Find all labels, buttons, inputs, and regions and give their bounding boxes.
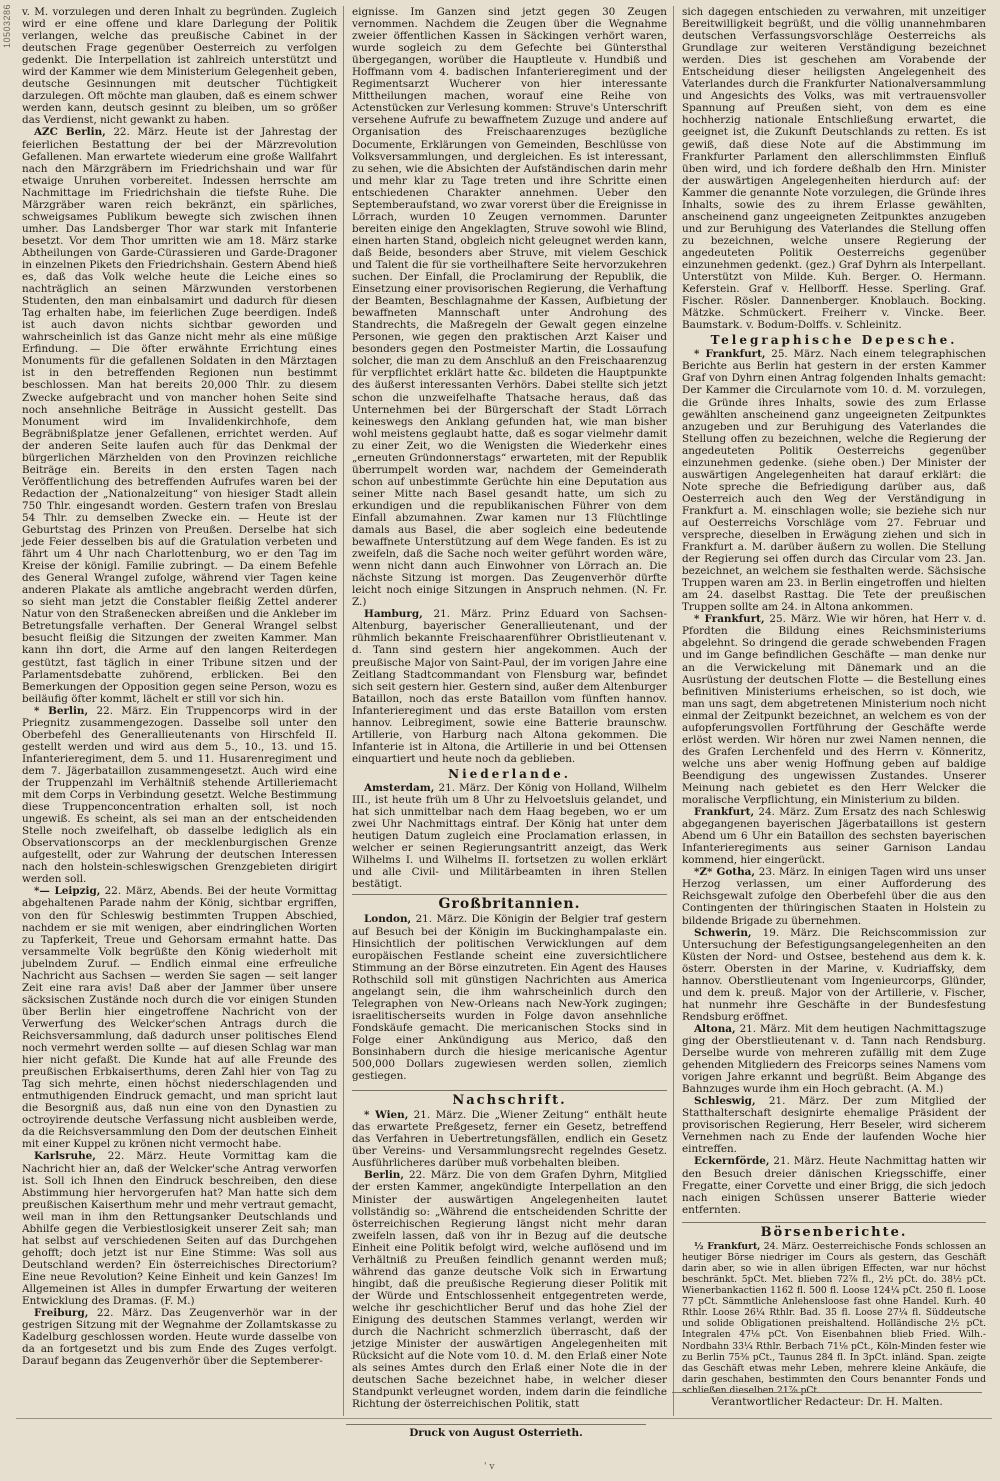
section-heading: Telegraphische Depesche.: [710, 333, 958, 348]
column-3: [676, 6, 992, 1416]
article-text: 21. März. Mit dem heutigen Nachmittagszuge ging der Oberstlieutenant v. d. Tann nach Rendsburg. Derselbe wurde von mehreren zufällig mit dem Zuge gehenden Mitgliedern des Freicorps seines Namens vom vorigen Jahre erkannt und begrüßt. Beim Abgange des Bahnzuges wurde ihm ein Hoch gebracht. (A. M.): [682, 1022, 986, 1096]
article-text: 21. März. Die Königin der Belgier traf gestern auf Besuch bei der Königin im Buckinghampalaste ein. Hinsichtlich der politischen Verwicklungen auf dem europäischen Festlande scheint eine zuversichtlichere Stimmung an der Börse einzutreten. Ein Agent des Hauses Rothschild soll mit günstigen Nachrichten aus America angelangt sein, die ihm wahrscheinlich durch den Telegraphen von New-Orleans nach New-York zugingen; israelitischerseits wurden in Folge davon ansehnliche Fondskäufe gemacht. Die mericanischen Stocks sind in Folge einer Ankündigung aus Merico, daß den Bonsinhabern durch die hiesige mericanische Agentur 500,000 Dollars zugewiesen werden sollen, ziemlich gestiegen.: [352, 913, 667, 1083]
dateline: Karlsruhe,: [34, 1150, 96, 1163]
text-columns: [16, 6, 992, 1416]
dateline: ½ Frankfurt,: [694, 1240, 761, 1252]
article-text: 24. März. Oesterreichische Fonds schlossen an heutiger Börse niedriger im Cours als gestern, das Geschäft darin aber, so wie in allen übrigen Effecten, war nur höchst beschränkt. 5pCt. Met. blieben 72⅞ fl., 2½ pCt. do. 38½ pCt. Wienerbankactien 1162 fl. 500 fl. Loose 124¼ pCt. 250 fl. Loose 77 pCt. Sämmtliche Anlehensloose fast ohne Handel. Kurh. 40 Rthlr. Loose 26¼ Rthlr. Bad. 35 fl. Loose 27¼ fl. Süddeutsche und solide Obligationen preishaltend. Holländische 2½ pCt. Integralen 47⅛ pCt. Von Eisenbahnen blieb Fried. Wilh.-Nordbahn 33¼ Rthlr. Berbach 71⅛ pCt., Köln-Minden fester wie zu Berlin 75⅜ pCt., Taunus 284 fl. In 3pCt. inländ. Span. zeigte das Geschäft etwas mehr Leben, mehrere kleine Ankäufe, die darin geschahen, bestimmten den Cours benannter Fonds und schließen dieselben 21⅞ pCt.: [682, 1240, 986, 1396]
article-text: v. M. vorzulegen und deren Inhalt zu begründen. Zugleich wird er eine offene und klare Darlegung der Politik verlangen, welche das preußische Cabinet in der deutschen Frage gegenüber Oesterreich zu verfolgen gedenkt. Die Interpellation ist zahlreich unterstützt und wird der Kammer wie dem Ministerium Gelegenheit geben, deutsche Gesinnungen mit deutscher Tüchtigkeit darzulegen. Oft möchte man glauben, daß es einem schwer werden kann, deutsch gesinnt zu bleiben, um so größer das Verdienst, nicht gewankt zu haben.: [22, 6, 337, 127]
dateline: Freiburg,: [34, 1307, 89, 1320]
dateline: *— Leipzig,: [34, 885, 101, 898]
article-paragraph: [682, 348, 986, 613]
dateline: *Z* Gotha,: [694, 866, 756, 879]
article-text: 21. März. Heute Nachmittag hatten wir den Besuch dreier dänischen Kriegsschiffe, einer Fregatte, einer Corvette und einer Brigg, die sich jedoch nach einigen Schüssen unserer Batterie wieder entfernten.: [682, 1155, 986, 1216]
folio-mark: ' v: [484, 1462, 495, 1472]
dateline: Altona,: [694, 1022, 736, 1035]
article-text: 21. März. Der zum Mitglied der Statthalterschaft designirte ehemalige Präsident der provisorischen Regierung, Herr Beseler, wird sicherem Vernehmen nach zu Ende der laufenden Woche hier eintreffen.: [682, 1095, 986, 1156]
article-paragraph: [682, 806, 986, 866]
responsible-editor: Verantwortlicher Redacteur: Dr. H. Malten.: [672, 1392, 982, 1408]
article-text: eignisse. Im Ganzen sind jetzt gegen 30 Zeugen vernommen. Nachdem die Zeugen über die Wegnahme zweier öffentlichen Kassen in Säckingen verhört waren, wurde sogleich zu dem Gefechte bei Güntersthal übergegangen, worüber die Hauptleute v. Hundbiß und Hoffmann vom 4. badischen Infanterieregiment und der Regimentsarzt Wucherer von hier interessante Mittheilungen machen, worauf eine Reihe von Actenstücken zur Verlesung kommen: Struve's Unterschrift versehene Aufrufe zu bewaffnetem Zuzuge und andere auf Organisation des Freischaarenzuges bezügliche Documente, Erklärungen von Gemeinden, Beschlüsse von Volksversammlungen, und dergleichen. Es ist interessant, zu sehen, wie die Absichten der Aufständischen darin mehr und mehr klar zu Tage treten und ihre Schritte einen entschiedenen Charakter annehmen. Ueber den Septemberaufstand, wo zwar vorerst über die Ereignisse in Lörrach, wurden 10 Zeugen vernommen. Darunter bereiten einige den Angeklagten, Struve sowohl wie Blind, einen harten Stand, obgleich nicht geleugnet werden kann, daß Beide, besonders aber Struve, mit vielem Geschick und Talent die für sie vortheilhaftere Seite hervorzukehren suchen. Der Einfall, die Proclamirung der Republik, die Einsetzung einer provisorischen Regierung, die Verhaftung der Beamten, Beschlagnahme der Kassen, Aufbietung der bewaffneten Mannschaft unter Androhung des Standrechts, die Maßregeln der Gewalt gegen einzelne Personen, wie gegen den praktischen Arzt Kaiser und besonders gegen den Postmeister Martin, die Lossaufung solcher, die man zu dem Anschluß an den Freischaarenzug für verpflichtet erklärt hatte &c. bildeten die Hauptpunkte des äußerst interessanten Verhörs. Dabei stellte sich jetzt schon die unzweifelhafte Thatsache heraus, daß das Unternehmen bei der Bürgerschaft der Stadt Lörrach keineswegs den Anklang gefunden hat, wie man bisher wohl meistens geglaubt hatte, daß es sogar vielmehr damit zu einer Zeit, wo die Wenigsten die Wiederkehr eines „erneuten Gründonnerstags“ erwarteten, mit der Republik überrumpelt worden war, nachdem der Gemeinderath schon auf unbestimmte Gerüchte hin eine Deputation aus seiner Mitte nach Basel gesandt hatte, um sich zu erkundigen und die republikanischen Führer von dem Einfall abzumahnen. Zwar kamen nur 13 Flüchtlinge damals aus Basel, die aber sogleich eine bedeutende bewaffnete Unterstützung auf dem Wege fanden. Es ist zu zweifeln, daß die Sache noch weiter geführt worden wäre, wenn nicht dann auch Einwohner von Lörrach an. Die nächste Sitzung ist morgen. Das Zeugenverhör dürfte leicht noch einige Sitzungen in Anspruch nehmen. (N. Fr. Z.): [352, 6, 667, 609]
scan-id: 10503286: [2, 4, 12, 49]
article-paragraph: [682, 1155, 986, 1215]
article-paragraph: [352, 6, 667, 608]
article-text: 22. März. Die von dem Grafen Dyhrn, Mitglied der ersten Kammer, angekündigte Interpellation an den Minister der auswärtigen Angelegenheiten lautet vollständig so: „Während die entscheidenden Schritte der österreichischen Regierung längst nicht mehr daran zweifeln lassen, daß von ihr in Bezug auf die deutsche Einheit eine Politik befolgt wird, welche auflösend und im Verhältniß zu Preußen feindlich genannt werden muß; während das ganze deutsche Volk sich in Erwartung hingibt, daß die preußische Regierung dieser Politik mit der Würde und Entschlossenheit entgegentreten werde, welche ihr geschichtlicher Beruf und das hohe Ziel der Einigung des deutschen Stammes verlangt, werden wir durch die Nachricht schmerzlich überrascht, daß der jetzige Minister der auswärtigen Angelegenheiten mit Rücksicht auf die Note vom 10. d. M. den Erlaß einer Note als seines Amtes durch den Erlaß einer Note die in der deutschen Sache bezeichnet habe, in welcher dieser Standpunkt verleugnet worden, indem darin die feindliche Richtung der österreichischen Politik, statt: [352, 1169, 667, 1411]
article-text: 19. März. Die Reichscommission zur Untersuchung der Befestigungsangelegenheiten an den Küsten der Nord- und Ostsee, bestehend aus dem k. k. österr. Obersten in der Marine, v. Kudriaffsky, dem hannov. Oberstlieutenant vom Ingenieurcorps, Glünder, und dem k. preuß. Major von der Artillerie, v. Fischer, hat nunmehr ihre Geschäfte in der Bundesfestung Rendsburg eröffnet.: [682, 926, 986, 1023]
dateline: * Frankfurt,: [694, 613, 765, 626]
market-heading: Börsenberichte.: [682, 1222, 986, 1239]
dateline: Schwerin,: [694, 926, 752, 939]
article-paragraph: [682, 613, 986, 806]
article-text: sich dagegen entschieden zu verwahren, mit unzeitiger Bereitwilligkeit begrüßt, und die völlig unannehmbaren deutschen Verfassungsvorschläge Oesterreichs als Grundlage zur weiteren Verständigung bezeichnet werden. Dies ist geschehen am Vorabende der Entscheidung dieser heiligsten Angelegenheit des Vaterlandes durch die Frankfurter Nationalversammlung und Angesichts des Volks, was mit vertrauensvoller Spannung auf Preußen sieht, von dem es eine hochherzig nationale Entschließung erwartet, die geeignet ist, die Zukunft Deutschlands zu retten. Es ist gewiß, daß diese Note auf die Abstimmung im Frankfurter Parlament den allerschlimmsten Einfluß üben wird, und ich fordere deßhalb den Hrn. Minister der auswärtigen Angelegenheiten hierdurch auf: der Kammer die genannte Note vorzulegen, die Gründe ihres Inhalts, sowie des zu ihrem Erlasse gewählten, anscheinend ganz ungeeigneten Zeitpunktes anzugeben und zur Beruhigung des Vaterlandes die Stellung offen zu bezeichnen, welche unsere Regierung der angedeuteten Politik Oesterreichs gegenüber einzunehmen gedenkt. (gez.) Graf Dyhrn als Interpellant. Unterstützt von Milde. Kuh. Berger. O. Hermann. Keferstein. Graf v. Hellborff. Hesse. Sperling. Graf. Fischer. Rösler. Dannenberger. Knoblauch. Bocking. Mätzke. Schmückert. Freiherr v. Vincke. Beer. Baumstark. v. Bodum-Dolffs. v. Schleinitz.: [682, 6, 986, 332]
article-text: 22. März. Heute Vormittag kam die Nachricht hier an, daß der Welcker'sche Antrag verworfen ist. Soll ich Ihnen den Eindruck beschreiben, den diese Abstimmung hier hervorgerufen hat? Man hatte sich dem preußischen Kaiserthum mehr und mehr vertraut gemacht, weil man in ihm den Rettungsanker Deutschlands und Abhilfe gegen die Verbiestlosigkeit unserer Zeit sah; man hat selbst auf verschiedenen Seiten auf das Durchgehen gehofft; doch jetzt ist nur Eine Stimme: Was soll aus Deutschland werden? Ein österreichisches Directorium? Eine neue Revolution? Keine Einheit und kein Ganzes! Im Allgemeinen ist Alles in dumpfer Erwartung der weiteren Entwicklung des Dramas. (F. M.): [22, 1150, 337, 1308]
dateline: Amsterdam,: [364, 782, 435, 794]
dateline: Berlin,: [364, 1169, 404, 1182]
article-paragraph: [352, 1109, 667, 1169]
article-text: 21. März. Der König von Holland, Wilhelm III., ist heute früh um 8 Uhr zu Helvoetsluis gelandet, und hat sich unmittelbar nach dem Haag begeben, wo er um zwei Uhr Nachmittags eintraf. Der König hat unter dem heutigen Datum zugleich eine Proclamation erlassen, in welcher er seinen Regierungsantritt anzeigt, das Werk Wilhelms I. und Wilhelms II. fortsetzen zu wollen erklärt und alle Civil- und Militärbeamten in ihren Stellen bestätigt.: [352, 782, 667, 891]
dateline: Hamburg,: [364, 608, 423, 621]
section-heading: Niederlande.: [448, 766, 571, 781]
article-text: 25. März. Wie wir hören, hat Herr v. d. Pfordten die Bildung eines Reichsministeriums abgelehnt. So dringend die gerade schwebenden Fragen und im Gange befindlichen Geschäfte — man denke nur an die Verwickelung mit Dänemark und an die Ausrüstung der deutschen Flotte — die Bestellung eines befinitiven Ministeriums erheischen, so ist doch, wie man uns sagt, dem abgetretenen Ministerium noch nicht einmal der Zeitpunkt bezeichnet, an welchem es von der aufopferungsvollen Fortführung der Geschäfte werde erlöst werden. Wir hören nur zwei Namen nennen, die des Grafen Lerchenfeld und des Herrn v. Könneritz, welche uns aber wenig Hoffnung geben auf baldige Beendigung des ungewissen Zustandes. Unserer Meinung nach gebietet es den Herr Welcker die moralische Verpflichtung, ein Ministerium zu bilden.: [682, 613, 986, 807]
bottom-rule: [16, 1418, 992, 1419]
dateline: AZC Berlin,: [34, 126, 106, 139]
dateline: Schleswig,: [694, 1095, 756, 1108]
column-2: [346, 6, 674, 1416]
postscript-heading: Nachschrift.: [352, 1090, 667, 1107]
article-paragraph: [682, 1095, 986, 1155]
column-1: [16, 6, 344, 1416]
printer-imprint: Druck von August Osterrieth.: [346, 1424, 646, 1439]
article-paragraph: [22, 6, 337, 126]
article-paragraph: [352, 913, 667, 1082]
article-text: 22. März. Das Zeugenverhör war in der gestrigen Sitzung mit der Wegnahme der Zollamtskasse zu Kadelburg geschlossen worden. Heute wurde dasselbe von da an fortgesetzt und bis zum Ende des Zuges verfolgt. Darauf begann das Zeugenverhör über die Septemberer-: [22, 1307, 337, 1368]
article-text: 25. März. Nach einem telegraphischen Berichte aus Berlin hat gestern in der ersten Kammer Graf von Dyhrn einen Antrag folgenden Inhalts gemacht: Der Kammer die Circularnote vom 10. d. M. vorzulegen, die Gründe ihres Inhalts, sowie des zum Erlasse gewählten anscheinend ganz ungeeigneten Zeitpunktes anzugeben und zur Beruhigung des Vaterlandes die Stellung offen zu bezeichnen, welche die Regierung der angedeuteten Politik Oesterreichs gegenüber einzunehmen gedenke. (siehe oben.) Der Minister der auswärtigen Angelegenheiten hat darauf erklärt: die Note spreche die Befriedigung darüber aus, daß Oesterreich auch den Weg der Verständigung in Frankfurt a. M. einschlagen wolle; sie beziehe sich nur auf Oesterreichs Vorschläge vom 27. Februar und verspreche, dieselben in Erwägung ziehen und sich in Frankfurt a. M. darüber äußern zu wollen. Die Stellung der Regierung sei offen durch das Circular vom 23. Jan. bezeichnet, an welchem sie festhalten werde. Sächsische Truppen waren am 23. in Berlin eingetroffen und hielten am 24. daselbst Rasttag. Die Tete der preußischen Truppen sollte am 24. in Altona ankommen.: [682, 348, 986, 614]
article-text: 21. März. Prinz Eduard von Sachsen-Altenburg, bayerischer Generallieutenant, und der rühmlich bekannte Freischaarenführer Obristlieutenant v. d. Tann sind gestern hier angekommen. Auch der preußische Major von Saint-Paul, der im vorigen Jahre eine Zeitlang Stadtcommandant von Flensburg war, befindet sich seit gestern hier. Gestern sind, außer dem Altenburger Bataillon, noch das erste Bataillon vom fünften hannov. Infanterieregiment und das erste Bataillon vom ersten hannov. Leibregiment, sowie eine Batterie braunschw. Artillerie, von Harburg nach Altona gekommen. Die Infanterie ist in Altona, die Artillerie in und bei Ottensen einquartiert und heute noch da geblieben.: [352, 608, 667, 765]
article-paragraph: [682, 1023, 986, 1095]
dateline: Frankfurt,: [694, 806, 755, 819]
article-paragraph: [22, 1150, 337, 1307]
article-text: 23. März. In einigen Tagen wird uns unser Herzog verlassen, um einer Aufforderung des Reichsgewalt zufolge den Oberbefehl über die aus den Contingenten der thüringischen Staaten in Holstein zu bildende Brigade zu übernehmen.: [682, 866, 986, 927]
article-paragraph: [682, 1241, 986, 1396]
article-text: 24. März. Zum Ersatz des nach Schleswig abgegangenen bayerischen Jägerbataillons ist gestern Abend um 6 Uhr ein Bataillon des sechsten bayerischen Infanterieregiments aus seiner Garnison Landau kommend, hier eingerückt.: [682, 806, 986, 867]
article-paragraph: [682, 866, 986, 926]
article-paragraph: [682, 927, 986, 1023]
dateline: * Berlin,: [34, 704, 89, 717]
article-text: 22. März. Heute ist der Jahrestag der feierlichen Bestattung der bei der Märzrevolution Gefallenen. Man erwartete wiederum eine große Wallfahrt nach den Märzgräbern im Friedrichshain und war für etwaige Unruhen vorbereitet. Indessen herrschte am Nachmittage im Friedrichshain die tiefste Ruhe. Die Märzgräber waren reich bekränzt, ein spärliches, schweigsames Publikum bewegte sich zwischen ihnen umher. Das Landsberger Thor war stark mit Infanterie besetzt. Vor dem Thor umritten wie am 18. März starke Abtheilungen von Garde-Cürassieren und Garde-Dragoner in einzelnen Pikets den Friedrichshain. Gestern Abend hieß es, daß das Volk welche heute die Leiche eines so nachträglich an seinen Märzwunden verstorbenen Studenten, den man einbalsamirt und dadurch für diesen Tag erhalten habe, im feierlichen Zuge beerdigen. Indeß ist auch davon nichts sichtbar geworden und wahrscheinlich ist das Ganze nicht mehr als eine müßige Erfindung. — Die öfter erwähnte Errichtung eines Monuments für die gefallenen Soldaten in den Märztagen ist in den betreffenden Regionen nun bestimmt beschlossen. Man hat bereits 20,000 Thlr. zu diesem Zwecke aufgebracht und von mancher hohen Seite sind noch ansehnliche Beiträge in Aussicht gestellt. Das Monument wird im Invalidenkirchhofe, dem Begräbnißplatze jener Gefallenen, errichtet werden. Auf der anderen Seite laufen auch für das Denkmal der bürgerlichen Märzhelden von den Provinzen reichliche Beiträge ein. Bereits in den ersten Tagen nach Veröffentlichung des betreffenden Aufrufes waren bei der Redaction der „Nationalzeitung“ von hiesiger Stadt allein 750 Thlr. eingesandt worden. Gestern trafen von Breslau 54 Thlr. zu demselben Zwecke ein. — Heute ist der Geburtstag des Prinzen von Preußen. Derselbe hat sich jede Feier desselben bis auf die Gratulation verbeten und fährt um 4 Uhr nach Charlottenburg, wo er den Tag im Kreise der königl. Familie zubringt. — Da einem Befehle des General Wrangel zufolge, während vier Tagen keine anderen Plakate als amtliche angebracht werden dürfen, so sieht man jetzt die Constabler fleißig Zettel anderer Natur von den Straßenecken abreißen und die Ankleber im Betretungsfalle verhaften. Der General Wrangel selbst besucht fleißig die Sitzungen der zweiten Kammer. Man kann ihn dort, die Arme auf den langen Reiterdegen gestützt, fast täglich in einer Tribune sitzen und der Parlamentsdebatte zuhörend, erblicken. Bei den Bemerkungen der Opposition gegen seine Person, wozu es beiläufig öfter kommt, lächelt er still vor sich hin.: [22, 126, 338, 705]
article-paragraph: [352, 782, 667, 890]
dateline: Eckernförde,: [694, 1155, 770, 1168]
dateline: * Wien,: [364, 1109, 409, 1122]
article-paragraph: [22, 885, 337, 1150]
article-paragraph: [22, 705, 337, 886]
article-paragraph: [22, 1307, 337, 1367]
article-text: 22. März. Ein Truppencorps wird in der Priegnitz zusammengezogen. Dasselbe soll unter den Oberbefehl des Generallieutenants von Hirschfeld II. gestellt werden und wird aus dem 5., 10., 13. und 15. Infanterieregiment, dem 5. und 11. Husarenregiment und dem 7. Jägerbataillon zusammengesetzt. Auch wird eine der Truppenzahl im Verhältniß stehende Artilleriemacht mit dem Corps in Verbindung gesetzt. Welche Bestimmung diese Truppenconcentration erhalten soll, ist noch ungewiß. Es scheint, als sei man an der entscheidenden Stelle noch zweifelhaft, ob dasselbe lediglich als ein Observationscorps an der mecklenburgischen Grenze aufgestellt, oder zur Wahrung der deutschen Interessen nach den holstein-schleswigschen Grenzgebieten dirigirt werden soll.: [22, 704, 337, 886]
section-heading: Großbritannien.: [352, 894, 667, 910]
article-paragraph: [352, 1169, 667, 1410]
article-paragraph: [682, 6, 986, 331]
article-paragraph: [22, 126, 337, 704]
dateline: London,: [364, 913, 412, 926]
article-paragraph: [352, 608, 667, 765]
dateline: * Frankfurt,: [694, 348, 766, 361]
article-text: 22. März, Abends. Bei der heute Vormittag abgehaltenen Parade nahm der König, sichtbar ergriffen, von den für Schleswig bestimmten Truppen Abschied, nachdem er sie mit wenigen, aber eindringlichen Worten zu Tapferkeit, Treue und Gehorsam ermahnt hatte. Das versammelte Volk begrüßte den König wiederholt mit jubelndem Zuruf. — Endlich einmal eine erfreuliche Nachricht aus Sachsen — werden Sie sagen — seit langer Zeit eine rara avis! Daß aber der Jammer über unsere säcksischen Zustände noch durch die vor einigen Stunden über Berlin hier eingetroffene Nachricht von der Verwerfung des Welcker'schen Antrags durch die Reichsversammlung, daß dadurch unser politisches Elend noch vermehrt werden sollte — auf diesen Schlag war man hier nicht gefaßt. Die Kunde hat auf alle Freunde des preußischen Erbkaiserthums, deren Zahl hier von Tag zu Tag sich mehrte, einen höchst niederschlagenden und entmuthigenden Eindruck gemacht, und man spricht laut die Besorgniß aus, daß nun eine von den Dynastien zu octroyirende deutsche Verfassung nicht ausbleiben werde, da die Reichsversammlung den Dom der deutschen Einheit mit einer Kuppel zu krönen nicht vermocht habe.: [22, 885, 337, 1151]
article-text: 21. März. Die „Wiener Zeitung“ enthält heute das erwartete Preßgesetz, ferner ein Gesetz, betreffend das Verfahren in Uebertretungsfällen, endlich ein Gesetz über Vereins- und Versammlungsrecht regelndes Gesetz. Ausführlicheres darüber muß vorbehalten bleiben.: [352, 1109, 667, 1170]
